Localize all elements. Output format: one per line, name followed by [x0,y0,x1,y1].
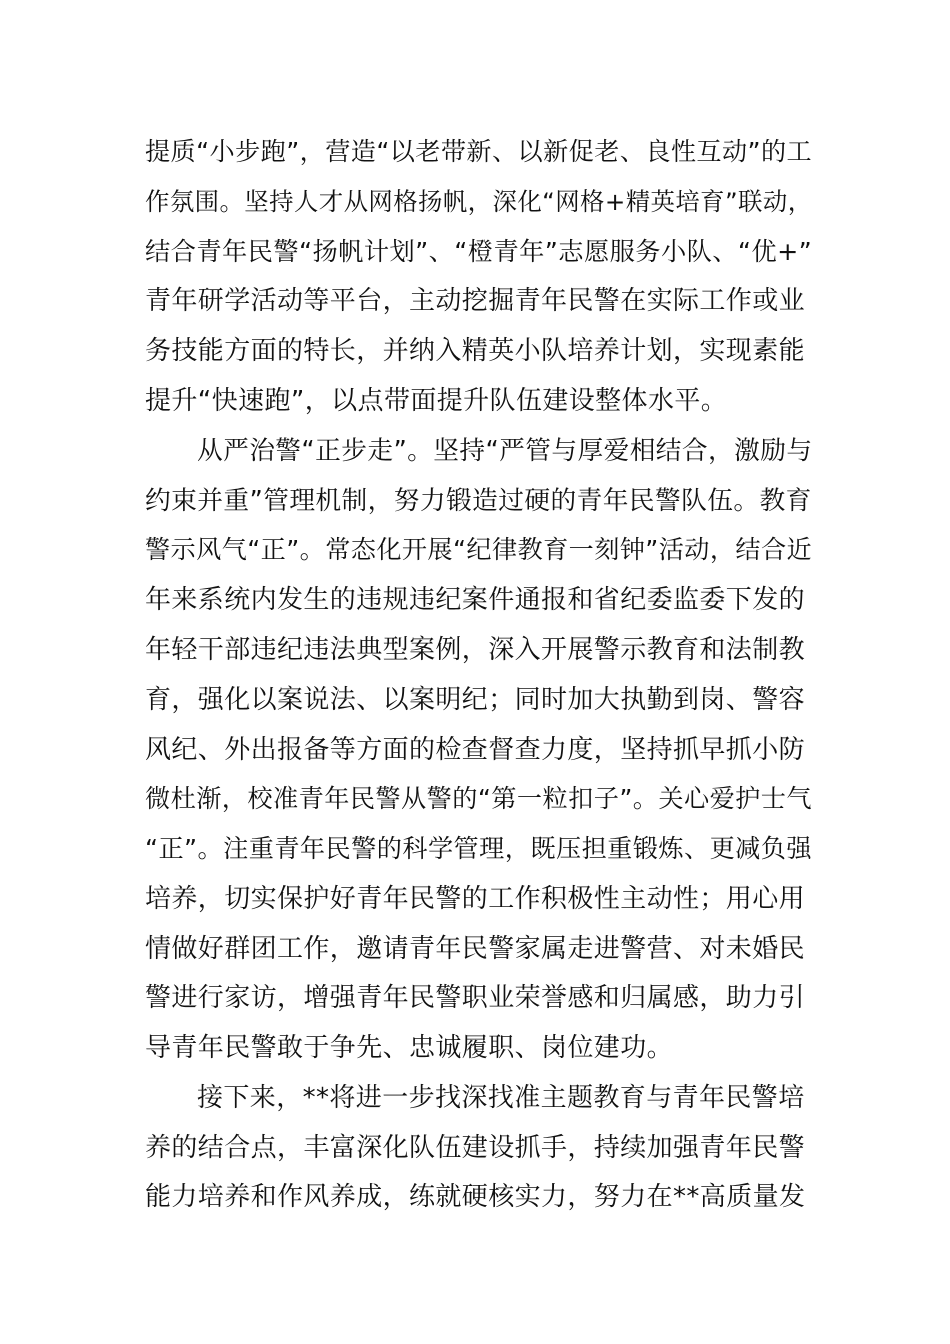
text-line: 约束并重”管理机制，努力锻造过硬的青年民警队伍。教育 [145,486,812,516]
text-line: 年来系统内发生的违规违纪案件通报和省纪委监委下发的 [145,585,806,615]
paragraph-first-line: 从严治警“正步走”。坚持“严管与厚爱相结合，激励与 [197,436,813,466]
text-line: 提升“快速跑”，以点带面提升队伍建设整体水平。 [145,386,728,416]
text-line: 培养，切实保护好青年民警的工作积极性主动性；用心用 [145,884,806,914]
text-line: 微杜渐，校准青年民警从警的“第一粒扣子”。关心爱护士气 [145,784,812,813]
text-line: 风纪、外出报备等方面的检查督查力度，坚持抓早抓小防 [145,735,806,765]
text-line: 警进行家访，增强青年民警职业荣誉感和归属感，助力引 [145,983,806,1013]
text-line: 提质“小步跑”，营造“以老带新、以新促老、良性互动”的工 [145,137,813,166]
text-line: 导青年民警敢于争先、忠诚履职、岗位建功。 [145,1033,674,1063]
text-line: 养的结合点，丰富深化队伍建设抓手，持续加强青年民警 [145,1133,806,1163]
text-line: “正”。注重青年民警的科学管理，既压担重锻炼、更减负强 [145,834,812,863]
text-line: 结合青年民警“扬帆计划”、“橙青年”志愿服务小队、“优+” [145,237,813,266]
text-line: 年轻干部违纪违法典型案例，深入开展警示教育和法制教 [145,635,806,665]
text-line: 能力培养和作风养成，练就硬核实力，努力在**高质量发 [145,1182,806,1212]
paragraph-first-line: 接下来，**将进一步找深找准主题教育与青年民警培 [197,1083,805,1113]
text-line: 务技能方面的特长，并纳入精英小队培养计划，实现素能 [145,336,806,366]
text-line: 情做好群团工作，邀请青年民警家属走进警营、对未婚民 [145,934,806,964]
text-line: 育，强化以案说法、以案明纪；同时加大执勤到岗、警容 [145,685,806,715]
text-line: 青年研学活动等平台，主动挖掘青年民警在实际工作或业 [145,286,806,316]
text-line: 作氛围。坚持人才从网格扬帆，深化“网格+精英培育”联动， [145,187,813,216]
text-line: 警示风气“正”。常态化开展“纪律教育一刻钟”活动，结合近 [145,535,813,564]
